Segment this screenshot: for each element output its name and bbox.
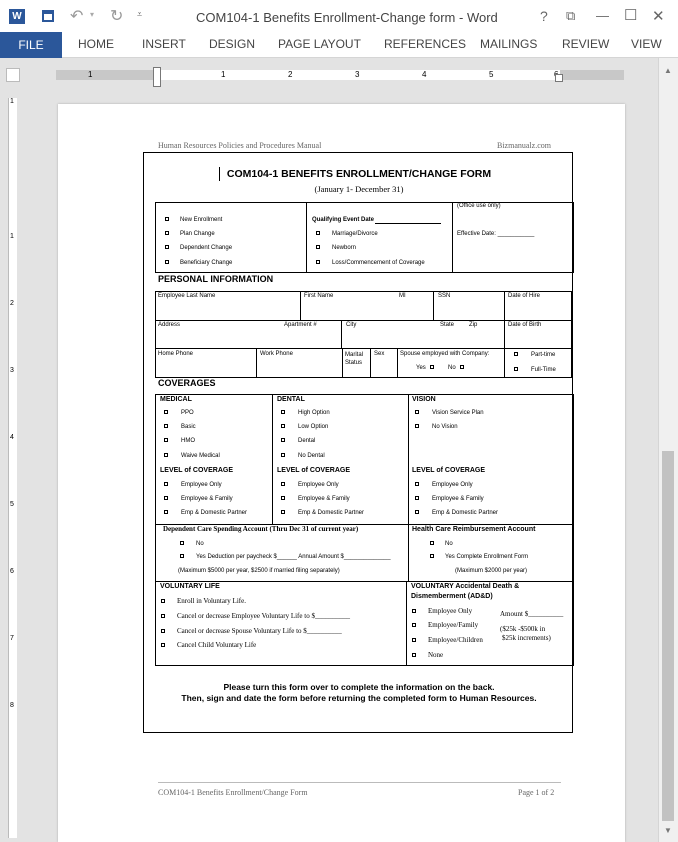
checkbox[interactable] <box>415 510 419 514</box>
header-right: Bizmanualz.com <box>497 141 551 150</box>
qualifying-option: Marriage/Divorce <box>332 231 378 237</box>
level-option: Emp & Domestic Partner <box>298 510 365 516</box>
scroll-thumb[interactable] <box>662 451 674 821</box>
indent-marker[interactable] <box>153 67 161 87</box>
horizontal-ruler-area <box>0 58 678 90</box>
instruction-line-2: Then, sign and date the form before returning the completed form to Human Resources. <box>181 693 537 703</box>
checkbox[interactable] <box>164 410 168 414</box>
checkbox[interactable] <box>430 365 434 369</box>
ruler-number: 3 <box>10 367 14 374</box>
part-time-label: Part-time <box>531 352 556 358</box>
tab-home[interactable]: HOME <box>78 37 114 51</box>
checkbox[interactable] <box>415 482 419 486</box>
medical-title: MEDICAL <box>160 396 192 403</box>
ruler-number: 5 <box>489 70 494 79</box>
qualifying-event-title: Qualifying Event Date <box>312 217 375 223</box>
checkbox[interactable] <box>281 410 285 414</box>
checkbox[interactable] <box>281 510 285 514</box>
voluntary-life-option: Cancel or decrease Employee Voluntary Life to $__________ <box>177 612 350 620</box>
checkbox[interactable] <box>281 438 285 442</box>
enroll-option: Plan Change <box>180 231 215 237</box>
tab-page-layout[interactable]: PAGE LAYOUT <box>278 37 361 51</box>
maximize-button[interactable]: ☐ <box>624 7 638 24</box>
office-use-box <box>452 202 574 273</box>
vertical-ruler[interactable] <box>0 90 24 842</box>
vision-title: VISION <box>412 396 436 403</box>
dental-option: Dental <box>298 438 316 444</box>
date-of-birth-field[interactable]: Date of Birth <box>508 322 542 328</box>
ruler-number: 4 <box>10 434 14 441</box>
add-amount: Amount $__________ <box>500 610 564 618</box>
zip-field[interactable]: Zip <box>469 322 478 328</box>
help-button[interactable]: ? <box>540 8 548 24</box>
checkbox[interactable] <box>165 217 169 221</box>
ssn-field[interactable]: SSN <box>438 293 451 299</box>
home-phone-field[interactable]: Home Phone <box>158 351 194 357</box>
dep-yes-label: Yes Deduction per paycheck $______ Annual Amount $______________ <box>196 554 391 560</box>
ruler-number: 7 <box>10 635 14 642</box>
form-title: COM104-1 BENEFITS ENROLLMENT/CHANGE FORM <box>226 168 492 180</box>
close-button[interactable]: ✕ <box>652 8 665 25</box>
add-option: Employee/Family <box>428 621 479 629</box>
state-field[interactable]: State <box>440 322 455 328</box>
add-option: None <box>428 651 444 659</box>
tab-review[interactable]: REVIEW <box>562 37 610 51</box>
enroll-option: Beneficiary Change <box>180 260 233 266</box>
add-option: Employee Only <box>428 607 473 615</box>
ruler-number: 8 <box>10 702 14 709</box>
dep-max-note: (Maximum $5000 per year, $2500 if married filing separately) <box>178 568 340 574</box>
personal-info-title: PERSONAL INFORMATION <box>158 274 274 284</box>
qualifying-option: Loss/Commencement of Coverage <box>332 260 425 266</box>
add-range-line2: $25k increments) <box>502 634 551 642</box>
customize-quick-access-icon[interactable]: ⩡ <box>137 9 143 19</box>
vision-option: No Vision <box>432 424 458 430</box>
medical-option: Waive Medical <box>181 453 220 459</box>
city-field[interactable]: City <box>346 322 357 328</box>
checkbox[interactable] <box>180 541 184 545</box>
dental-title: DENTAL <box>277 396 305 403</box>
checkbox[interactable] <box>415 496 419 500</box>
level-option: Employee & Family <box>432 496 484 502</box>
hcra-yes-label: Yes Complete Enrollment Form <box>445 554 529 560</box>
checkbox[interactable] <box>412 653 416 657</box>
checkbox[interactable] <box>165 260 169 264</box>
header-left: Human Resources Policies and Procedures Manual <box>158 141 322 150</box>
checkbox[interactable] <box>164 424 168 428</box>
no-label: No <box>448 365 456 371</box>
mi-field[interactable]: MI <box>399 293 406 299</box>
qualifying-option: Newborn <box>332 245 357 251</box>
word-app-icon[interactable]: W <box>9 9 25 24</box>
hcra-max-note: (Maximum $2000 per year) <box>455 568 528 574</box>
ruler-number: 1 <box>221 70 226 79</box>
add-option: Employee/Children <box>428 636 483 644</box>
redo-icon[interactable]: ↻ <box>110 8 124 25</box>
level-option: Emp & Domestic Partner <box>432 510 499 516</box>
form-subtitle: (January 1- December 31) <box>314 184 404 194</box>
checkbox[interactable] <box>164 438 168 442</box>
sex-field[interactable]: Sex <box>374 351 385 357</box>
level-option: Employee Only <box>181 482 222 488</box>
save-icon[interactable] <box>42 10 54 22</box>
apartment-field[interactable]: Apartment # <box>284 322 317 328</box>
window-title: COM104-1 Benefits Enrollment-Change form - Word <box>196 10 498 25</box>
marital-status-field[interactable]: Marital Status <box>345 352 364 366</box>
ruler-number: 1 <box>88 70 93 79</box>
ruler-number: 4 <box>422 70 427 79</box>
level-option: Emp & Domestic Partner <box>181 510 248 516</box>
footer-left: COM104-1 Benefits Enrollment/Change Form <box>158 788 308 797</box>
vision-level-title: LEVEL of COVERAGE <box>412 467 485 474</box>
checkbox[interactable] <box>415 410 419 414</box>
title-bar <box>0 0 678 32</box>
checkbox[interactable] <box>316 260 320 264</box>
enroll-option: Dependent Change <box>180 245 233 251</box>
dependent-care-title: Dependent Care Spending Account (Thru Dec 31 of current year) <box>163 525 359 533</box>
add-title-line1: VOLUNTARY Accidental Death & <box>411 583 520 590</box>
checkbox[interactable] <box>164 453 168 457</box>
tab-insert[interactable]: INSERT <box>142 37 186 51</box>
checkbox[interactable] <box>180 554 184 558</box>
horizontal-ruler[interactable] <box>56 70 624 80</box>
employee-last-name-field[interactable]: Employee Last Name <box>158 293 216 299</box>
checkbox[interactable] <box>430 554 434 558</box>
checkbox[interactable] <box>165 245 169 249</box>
level-option: Employee Only <box>432 482 473 488</box>
level-option: Employee & Family <box>181 496 233 502</box>
tab-selector[interactable] <box>6 68 20 82</box>
checkbox[interactable] <box>281 496 285 500</box>
dental-level-title: LEVEL of COVERAGE <box>277 467 350 474</box>
voluntary-life-option: Enroll in Voluntary Life. <box>177 597 246 605</box>
work-phone-field[interactable]: Work Phone <box>260 351 293 357</box>
checkbox[interactable] <box>161 629 165 633</box>
checkbox[interactable] <box>460 365 464 369</box>
ruler-number: 2 <box>288 70 293 79</box>
tab-design[interactable]: DESIGN <box>209 37 256 51</box>
checkbox[interactable] <box>281 453 285 457</box>
voluntary-life-title: VOLUNTARY LIFE <box>160 583 220 590</box>
effective-date: Effective Date: ___________ <box>457 231 535 237</box>
undo-dropdown-icon[interactable]: ▾ <box>90 10 95 19</box>
right-indent-marker[interactable] <box>555 74 563 82</box>
scroll-up-arrow-icon[interactable]: ▲ <box>664 66 672 75</box>
ribbon-tabs <box>0 32 678 58</box>
dental-option: High Option <box>298 410 330 416</box>
vertical-scrollbar[interactable] <box>658 58 678 842</box>
date-of-hire-field[interactable]: Date of Hire <box>508 293 541 299</box>
checkbox[interactable] <box>412 623 416 627</box>
qualifying-date-line <box>375 223 441 224</box>
enroll-option: New Enrollment <box>180 217 223 223</box>
benefits-form <box>143 152 573 733</box>
checkbox[interactable] <box>316 231 320 235</box>
medical-option: Basic <box>181 424 196 430</box>
checkbox[interactable] <box>164 496 168 500</box>
scroll-down-arrow-icon[interactable]: ▼ <box>664 826 672 835</box>
coverages-box <box>155 394 574 525</box>
spouse-employed-label: Spouse employed with Company: <box>400 351 490 357</box>
tab-file[interactable]: FILE <box>0 32 62 58</box>
ruler-number: 5 <box>10 501 14 508</box>
office-use-label: (Office use only) <box>457 203 501 209</box>
medical-level-title: LEVEL of COVERAGE <box>160 467 233 474</box>
ruler-number: 2 <box>10 300 14 307</box>
instruction-line-1: Please turn this form over to complete the information on the back. <box>223 682 495 692</box>
voluntary-life-option: Cancel or decrease Spouse Voluntary Life to $__________ <box>177 627 342 635</box>
checkbox[interactable] <box>514 352 518 356</box>
dental-option: No Dental <box>298 453 325 459</box>
undo-icon[interactable]: ↶ <box>70 8 84 25</box>
coverages-title: COVERAGES <box>158 378 216 388</box>
level-option: Employee Only <box>298 482 339 488</box>
yes-label: Yes <box>416 365 426 371</box>
ruler-number: 6 <box>10 568 14 575</box>
checkbox[interactable] <box>161 599 165 603</box>
footer-divider <box>158 782 561 783</box>
dep-no-label: No <box>196 541 204 547</box>
checkbox[interactable] <box>412 638 416 642</box>
address-field[interactable]: Address <box>158 322 181 328</box>
ruler-number: 1 <box>10 98 14 105</box>
ribbon-display-options-button[interactable]: ⧉ <box>566 8 576 23</box>
checkbox[interactable] <box>412 609 416 613</box>
checkbox[interactable] <box>161 614 165 618</box>
checkbox[interactable] <box>161 643 165 647</box>
checkbox[interactable] <box>514 367 518 371</box>
add-range-line1: ($25k -$500k in <box>500 625 546 633</box>
first-name-field[interactable]: First Name <box>304 293 334 299</box>
vision-option: Vision Service Plan <box>432 410 484 416</box>
checkbox[interactable] <box>281 482 285 486</box>
level-option: Employee & Family <box>298 496 350 502</box>
tab-view[interactable]: VIEW <box>631 37 662 51</box>
footer-right: Page 1 of 2 <box>518 788 555 797</box>
dental-option: Low Option <box>298 424 329 430</box>
voluntary-life-option: Cancel Child Voluntary Life <box>177 641 257 649</box>
checkbox[interactable] <box>165 231 169 235</box>
ruler-number: 1 <box>10 233 14 240</box>
tab-mailings[interactable]: MAILINGS <box>480 37 538 51</box>
checkbox[interactable] <box>164 510 168 514</box>
hcra-no-label: No <box>445 541 453 547</box>
checkbox[interactable] <box>281 424 285 428</box>
voluntary-box <box>155 581 574 666</box>
medical-option: PPO <box>181 410 194 416</box>
checkbox[interactable] <box>316 245 320 249</box>
checkbox[interactable] <box>415 424 419 428</box>
medical-option: HMO <box>181 438 195 444</box>
full-time-label: Full-Time <box>531 367 556 373</box>
ruler-number: 3 <box>355 70 360 79</box>
tab-references[interactable]: REFERENCES <box>384 37 467 51</box>
checkbox[interactable] <box>430 541 434 545</box>
add-title-line2: Dismemberment (AD&D) <box>411 593 493 600</box>
checkbox[interactable] <box>164 482 168 486</box>
minimize-button[interactable]: — <box>596 8 609 23</box>
hcra-title: Health Care Reimbursement Account <box>412 526 536 533</box>
